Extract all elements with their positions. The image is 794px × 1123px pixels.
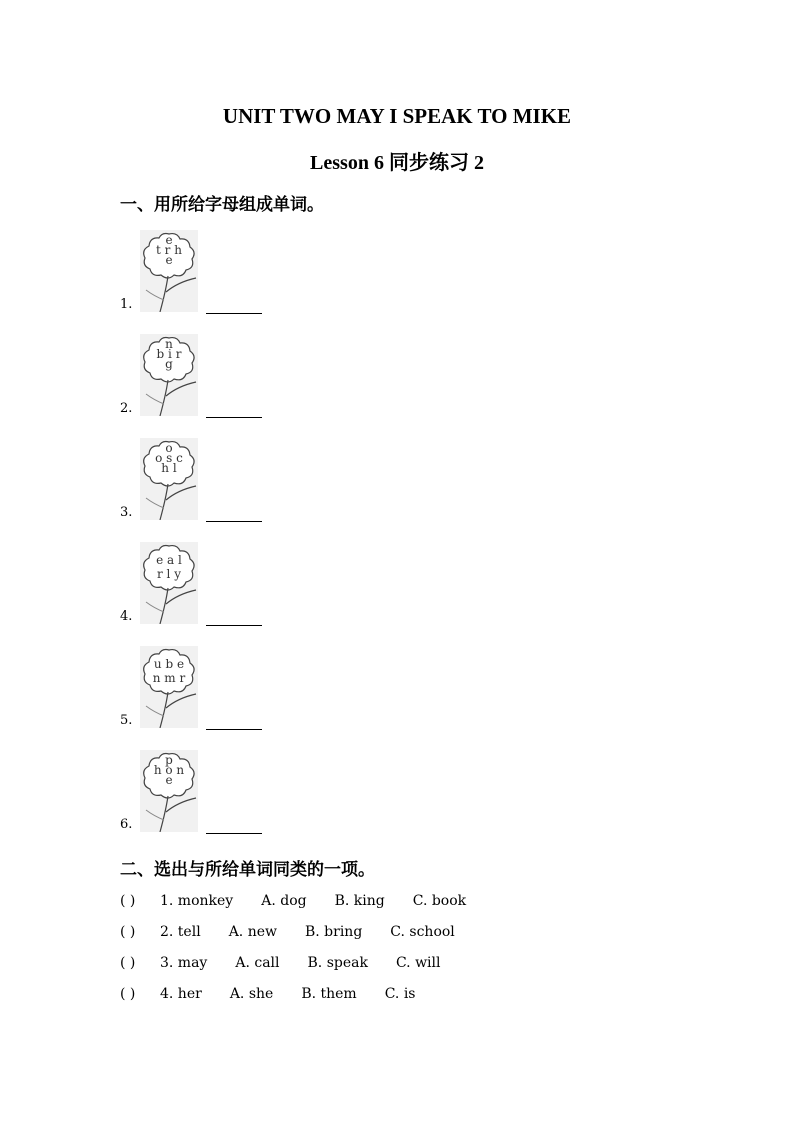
word-item	[120, 542, 420, 626]
answer-blank[interactable]	[206, 416, 262, 418]
question-word: 2. tell	[160, 924, 201, 940]
answer-blank[interactable]	[206, 728, 262, 730]
flower-icon	[140, 334, 198, 416]
flower-letters: h o n	[153, 763, 185, 777]
item-number: 4.	[120, 609, 133, 624]
answer-parentheses[interactable]: ( )	[120, 955, 136, 971]
flower-letters: g	[165, 357, 173, 371]
question-word: 3. may	[160, 955, 208, 971]
flower-letters: p	[165, 753, 173, 767]
flower-letters: n m r	[152, 671, 186, 685]
flower-letters: e	[165, 253, 173, 267]
section2-heading: 二、选出与所给单词同类的一项。	[120, 860, 375, 880]
flower-letters: e	[165, 233, 173, 247]
option: B. speak	[307, 955, 368, 971]
option: A. dog	[261, 893, 307, 909]
option: C. book	[412, 893, 467, 909]
answer-blank[interactable]	[206, 832, 262, 834]
answer-blank[interactable]	[206, 312, 262, 314]
item-number: 3.	[120, 505, 133, 520]
option: B. king	[334, 893, 385, 909]
flower-letters: n	[165, 337, 173, 351]
answer-parentheses[interactable]: ( )	[120, 893, 136, 909]
section1-heading: 一、用所给字母组成单词。	[120, 195, 324, 215]
question-word: 1. monkey	[160, 893, 234, 909]
answer-blank[interactable]	[206, 624, 262, 626]
option: A. she	[229, 986, 274, 1002]
flower-icon	[140, 646, 198, 728]
page-title: UNIT TWO MAY I SPEAK TO MIKE	[222, 104, 572, 128]
flower-letters: r l y	[157, 567, 181, 581]
option: A. call	[235, 955, 280, 971]
answer-blank[interactable]	[206, 520, 262, 522]
flower-letters: e	[165, 773, 173, 787]
option: C. school	[390, 924, 455, 940]
flower-letters: o	[165, 441, 173, 455]
flower-icon	[140, 542, 198, 624]
mc-question	[120, 986, 444, 1002]
word-item	[120, 230, 420, 314]
item-number: 6.	[120, 817, 133, 832]
option: C. will	[395, 955, 441, 971]
lesson-subtitle: Lesson 6 同步练习 2	[310, 152, 484, 174]
mc-question	[120, 955, 468, 971]
answer-parentheses[interactable]: ( )	[120, 924, 136, 940]
flower-letters: e a l	[156, 553, 182, 567]
mc-question	[120, 924, 483, 940]
option: A. new	[228, 924, 277, 940]
option: B. bring	[304, 924, 363, 940]
option: B. them	[301, 986, 357, 1002]
flower-letters: b i r	[156, 347, 182, 361]
word-item	[120, 750, 420, 834]
word-item	[120, 334, 420, 418]
flower-letters: h l	[161, 461, 177, 475]
flower-icon	[140, 230, 198, 312]
item-number: 5.	[120, 713, 133, 728]
question-word: 4. her	[160, 986, 202, 1002]
flower-letters: t r h	[156, 243, 182, 257]
word-item	[120, 646, 420, 730]
flower-letters: o s c	[155, 451, 183, 465]
flower-icon	[140, 750, 198, 832]
mc-question	[120, 893, 494, 909]
flower-icon	[140, 438, 198, 520]
answer-parentheses[interactable]: ( )	[120, 986, 136, 1002]
item-number: 2.	[120, 401, 133, 416]
flower-letters: u b e	[153, 657, 185, 671]
item-number: 1.	[120, 297, 133, 312]
option: C. is	[384, 986, 416, 1002]
word-item	[120, 438, 420, 522]
